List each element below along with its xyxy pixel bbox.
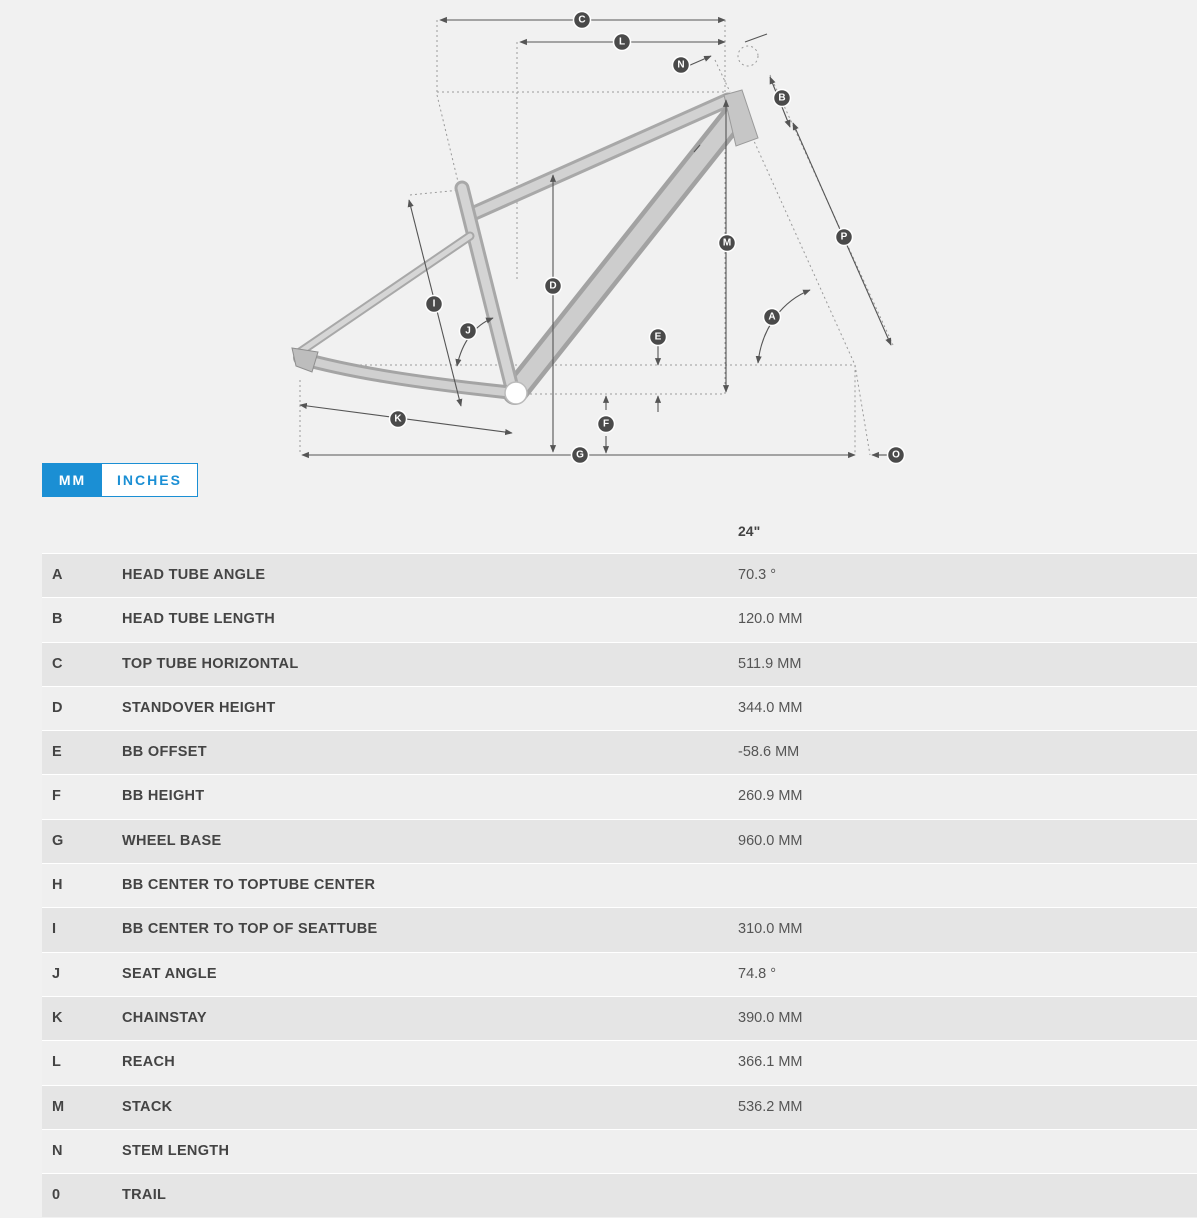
table-row [42,730,1197,774]
unit-toggle [42,463,198,497]
row-letter: I [52,921,57,938]
row-label: SEAT ANGLE [122,965,217,982]
badge-j [460,323,477,340]
row-value: 536.2 MM [738,1098,803,1115]
row-value: 344.0 MM [738,699,803,716]
row-label: STEM LENGTH [122,1142,230,1159]
table-row [42,1173,1197,1217]
badge-f [598,416,615,433]
row-letter: K [52,1009,63,1026]
svg-text:E: E [654,331,662,343]
frame-drawing [0,0,1197,470]
table-row [42,996,1197,1040]
row-letter: L [52,1054,61,1071]
row-value: 366.1 MM [738,1054,803,1071]
row-label: HEAD TUBE ANGLE [122,567,266,583]
dimension-lines [300,20,891,455]
table-row [42,1040,1197,1084]
row-label: BB CENTER TO TOP OF SEATTUBE [122,921,378,938]
row-label: WHEEL BASE [122,832,222,849]
table-row [42,819,1197,863]
svg-text:F: F [602,418,610,430]
bike-frame [292,90,758,404]
badge-m [719,235,736,252]
svg-text:O: O [892,449,900,461]
guide-lines [300,20,893,455]
badge-p [836,229,853,246]
row-label: BB CENTER TO TOPTUBE CENTER [122,877,376,894]
row-value: -58.6 MM [738,744,800,761]
svg-text:K: K [394,413,402,425]
size-column-header: 24" [738,523,761,539]
table-row [42,907,1197,951]
badge-e [650,329,667,346]
table-row [42,686,1197,730]
row-label: TOP TUBE HORIZONTAL [122,655,299,672]
row-value: 260.9 MM [738,788,803,805]
svg-text:A: A [768,311,776,323]
row-letter: F [52,788,61,805]
row-letter: J [52,965,61,982]
geometry-table [42,553,1197,1217]
row-letter: H [52,877,63,894]
badge-l [614,34,631,51]
row-label: REACH [122,1054,176,1071]
badge-i [426,296,443,313]
row-letter: E [52,744,62,761]
badge-o [888,447,905,464]
row-letter: D [52,699,63,716]
svg-text:J: J [465,325,471,337]
table-row [42,774,1197,818]
row-letter: G [52,832,64,849]
row-value: 511.9 MM [738,655,802,672]
unit-mm-button[interactable]: MM [43,464,102,496]
svg-text:D: D [549,280,557,292]
row-letter: C [52,655,63,672]
table-row [42,1129,1197,1173]
badge-c [574,12,591,29]
svg-text:M: M [722,237,732,249]
table-row [42,1085,1197,1129]
row-letter: 0 [52,1187,61,1204]
svg-text:P: P [840,231,848,243]
row-value: 74.8 ° [738,965,777,982]
row-label: HEAD TUBE LENGTH [122,611,276,628]
svg-text:I: I [432,298,436,310]
row-label: STACK [122,1098,173,1115]
svg-text:N: N [677,59,685,71]
badge-g [572,447,589,464]
geometry-diagram [0,0,1197,470]
badge-n [673,57,690,74]
row-letter: N [52,1142,63,1159]
badge-a [764,309,781,326]
svg-text:B: B [778,92,786,104]
row-label: BB HEIGHT [122,788,205,805]
row-letter: M [52,1098,65,1115]
svg-text:G: G [576,449,584,461]
row-value: 390.0 MM [738,1009,803,1026]
row-letter: A [52,567,63,583]
table-row [42,642,1197,686]
row-value: 310.0 MM [738,921,803,938]
row-value: 960.0 MM [738,832,803,849]
row-label: TRAIL [122,1187,167,1204]
unit-inches-button[interactable]: INCHES [102,464,197,496]
badge-d [545,278,562,295]
row-letter: B [52,611,63,628]
svg-text:L: L [618,36,626,48]
table-row [42,952,1197,996]
badge-k [390,411,407,428]
row-label: CHAINSTAY [122,1009,207,1026]
table-row [42,863,1197,907]
row-value: 120.0 MM [738,611,803,628]
row-label: BB OFFSET [122,744,207,761]
table-row [42,597,1197,641]
svg-text:C: C [578,14,586,26]
row-label: STANDOVER HEIGHT [122,699,276,716]
row-value: 70.3 ° [738,567,777,583]
badge-b [774,90,791,107]
table-row [42,553,1197,597]
